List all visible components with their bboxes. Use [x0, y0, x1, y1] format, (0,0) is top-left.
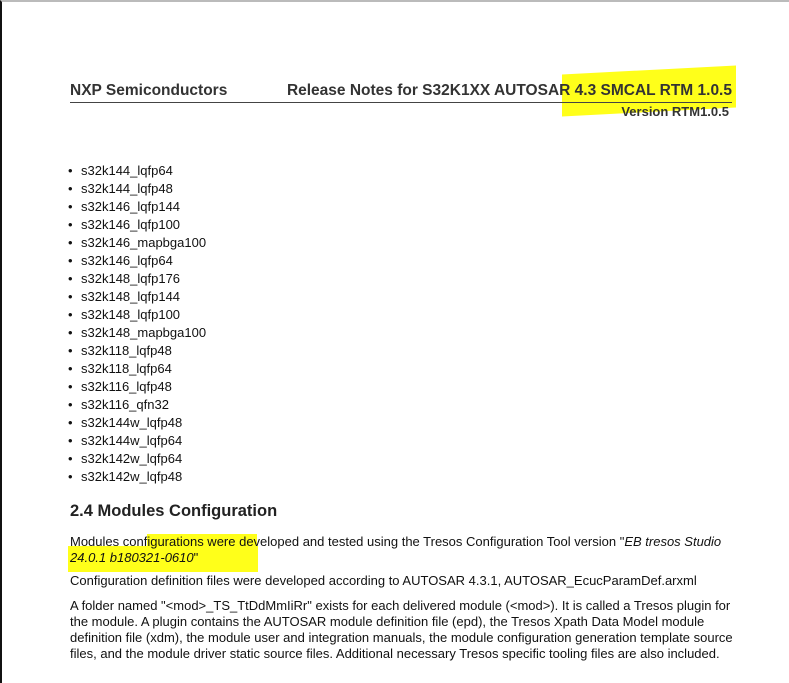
list-item: • s32k148_lqfp176 [68, 270, 206, 288]
list-item: • s32k144w_lqfp64 [68, 432, 206, 450]
company-name: NXP Semiconductors [70, 82, 228, 99]
section-heading: 2.4 Modules Configuration [70, 502, 278, 520]
list-item: • s32k148_lqfp100 [68, 306, 206, 324]
list-item: • s32k146_lqfp144 [68, 198, 206, 216]
list-item: • s32k142w_lqfp64 [68, 450, 206, 468]
paragraph-text: " [193, 550, 199, 565]
list-item: • s32k146_lqfp64 [68, 252, 206, 270]
list-item: • s32k148_mapbga100 [68, 324, 206, 342]
list-item: • s32k144_lqfp64 [68, 162, 206, 180]
paragraph-text: Modules configurations were developed and tested using the Tresos Configuration Tool version " [70, 534, 625, 549]
list-item: • s32k118_lqfp64 [68, 360, 206, 378]
list-item: • s32k148_lqfp144 [68, 288, 206, 306]
paragraph-plugin-folder: A folder named "<mod>_TS_TtDdMmIiRr" exists for each delivered module (<mod>). It is called a Tresos plugin for the module. A plugin contains the AUTOSAR module definition file (epd), the Tresos Xpath Data Model module definition file (xdm), the module user and integration manuals, the module configuration generation template source files, and the module driver static source files. Additional necessary Tresos specific tooling files are also included. [70, 598, 733, 661]
tool-version: EB tresos Studio 24.0.1 b180321-0610 [70, 534, 722, 565]
list-item: • s32k144w_lqfp48 [68, 414, 206, 432]
list-item: • s32k116_qfn32 [68, 396, 206, 414]
list-item: • s32k146_lqfp100 [68, 216, 206, 234]
list-item: • s32k116_lqfp48 [68, 378, 206, 396]
list-item: • s32k144_lqfp48 [68, 180, 206, 198]
list-item: • s32k142w_lqfp48 [68, 468, 206, 486]
paragraph-tool-version [70, 534, 740, 566]
header-rule [70, 102, 732, 103]
list-item: • s32k118_lqfp48 [68, 342, 206, 360]
document-title: Release Notes for S32K1XX AUTOSAR 4.3 SMCAL RTM 1.0.5 [286, 82, 732, 99]
derivative-list [68, 162, 206, 486]
list-item: • s32k146_mapbga100 [68, 234, 206, 252]
paragraph-config-definition: Configuration definition files were developed according to AUTOSAR 4.3.1, AUTOSAR_EcucParamDef.arxml [70, 573, 697, 588]
version-label: Version RTM1.0.5 [621, 104, 729, 119]
